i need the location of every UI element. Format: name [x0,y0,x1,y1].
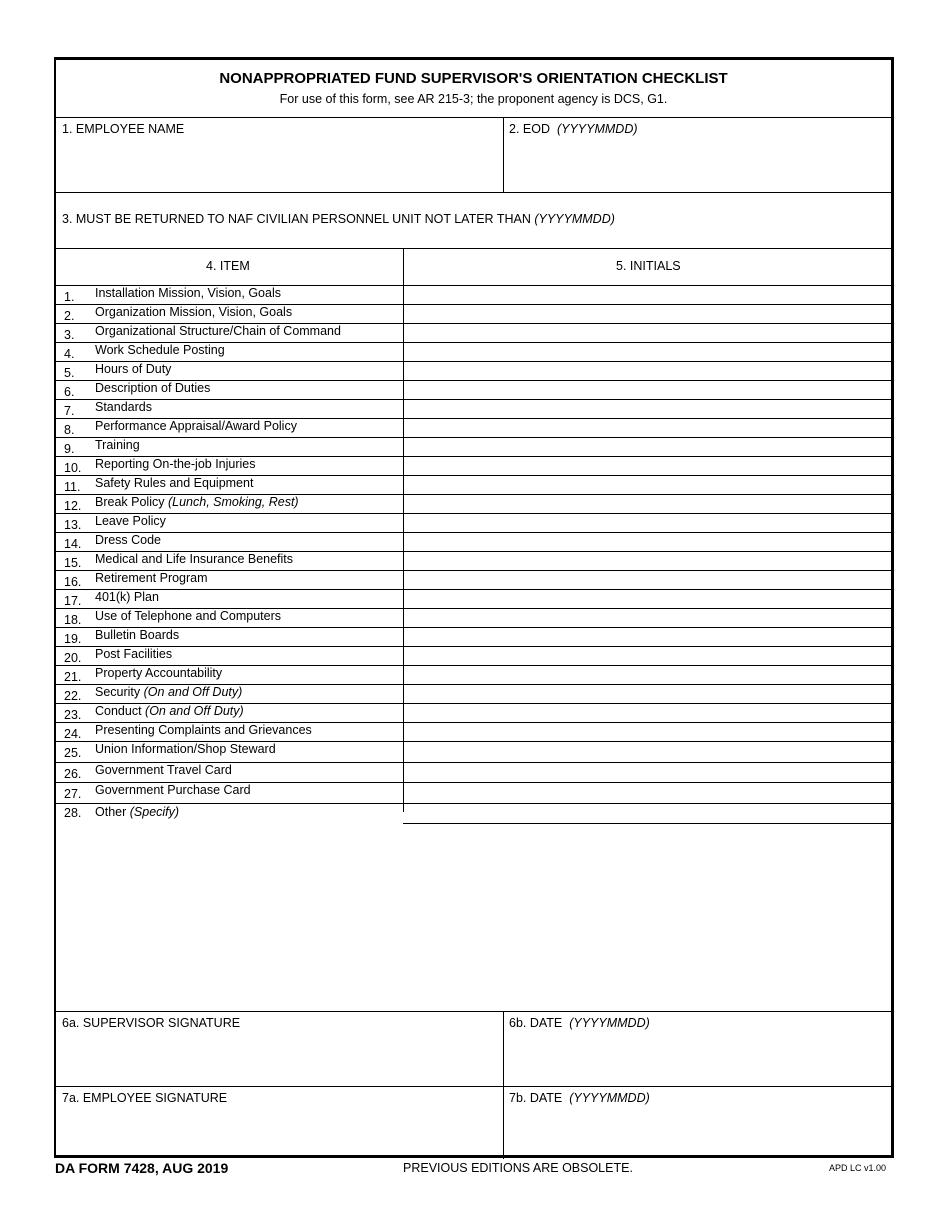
initials-field[interactable] [404,646,891,665]
item-number: 1. [64,290,75,304]
item-text: Safety Rules and Equipment [95,476,254,490]
checklist-item [56,532,891,551]
return-date-label: 3. MUST BE RETURNED TO NAF CIVILIAN PERSONNEL UNIT NOT LATER THAN (YYYYMMDD) [62,212,615,226]
initials-field[interactable] [404,513,891,532]
initials-field[interactable] [404,665,891,684]
initials-field[interactable] [404,437,891,456]
item-number: 22. [64,689,82,703]
initials-field[interactable] [404,703,891,722]
checklist-item [56,456,891,475]
item-number: 2. [64,309,75,323]
item-number: 13. [64,518,82,532]
form-title: NONAPPROPRIATED FUND SUPERVISOR'S ORIENTATION CHECKLIST [219,70,728,87]
item-number: 11. [64,480,81,494]
item-number: 24. [64,727,82,741]
initials-field[interactable] [404,494,891,513]
form-header [56,60,891,118]
item-text: 401(k) Plan [95,590,159,604]
initials-field[interactable] [404,399,891,418]
checklist-item [56,570,891,589]
initials-field[interactable] [404,551,891,570]
item-text: Union Information/Shop Steward [95,742,276,756]
item-number: 6. [64,385,75,399]
employee-date-label: 7b. DATE (YYYYMMDD) [509,1091,650,1105]
item-number: 8. [64,423,75,437]
item-note: (Lunch, Smoking, Rest) [167,495,299,509]
item-text: Government Travel Card [95,763,232,777]
eod-format: (YYYYMMDD) [556,122,638,136]
initials-column-header: 5. INITIALS [616,259,681,273]
item-number: 10. [64,461,82,475]
item-text: Standards [95,400,152,414]
checklist-item [56,703,891,722]
checklist-item [56,589,891,608]
checklist-item [56,627,891,646]
item-number: 16. [64,575,82,589]
checklist-item [56,361,891,380]
checklist-item [56,762,891,781]
item-number: 9. [64,442,75,456]
item-text: Work Schedule Posting [95,343,225,357]
item-number: 15. [64,556,82,570]
item-text: Security (On and Off Duty) [95,685,243,699]
checklist-item [56,782,891,801]
checklist-item [56,741,891,760]
item-text: Dress Code [95,533,161,547]
initials-field[interactable] [404,570,891,589]
checklist-item [56,665,891,684]
item-number: 5. [64,366,75,380]
item-note: (Specify) [129,805,180,819]
item-text: Other (Specify) [95,805,180,819]
item-text: Property Accountability [95,666,223,680]
return-date-row [56,192,891,249]
initials-field[interactable] [404,342,891,361]
item-text: Performance Appraisal/Award Policy [95,419,297,433]
checklist-item [56,437,891,456]
initials-field[interactable] [404,608,891,627]
checklist-item [56,418,891,437]
supervisor-date-label: 6b. DATE (YYYYMMDD) [509,1016,650,1030]
item-text: Description of Duties [95,381,211,395]
initials-field[interactable] [404,803,891,823]
item-text: Organizational Structure/Chain of Command [95,324,341,338]
employee-signature-row [56,1086,891,1159]
item-text: Break Policy (Lunch, Smoking, Rest) [95,495,299,509]
supervisor-signature-row [56,1011,891,1087]
item-number: 27. [64,787,82,801]
checklist-item [56,803,891,823]
initials-field[interactable] [404,741,891,760]
orientation-checklist-form [54,57,894,1158]
employee-name-label: 1. EMPLOYEE NAME [62,122,185,136]
initials-field[interactable] [404,762,891,781]
initials-field[interactable] [404,456,891,475]
item-text: Training [95,438,140,452]
item-number: 26. [64,767,82,781]
initials-field[interactable] [404,589,891,608]
item-note: (On and Off Duty) [143,685,243,699]
checklist-item [56,399,891,418]
initials-field[interactable] [404,323,891,342]
initials-field[interactable] [404,285,891,304]
item-text: Use of Telephone and Computers [95,609,281,623]
editions-notice: PREVIOUS EDITIONS ARE OBSOLETE. [403,1161,633,1175]
checklist-item [56,304,891,323]
item-number: 3. [64,328,75,342]
version-label: APD LC v1.00 [829,1163,887,1173]
item-number: 21. [64,670,82,684]
item-text: Leave Policy [95,514,166,528]
item-text: Hours of Duty [95,362,172,376]
item-text: Post Facilities [95,647,173,661]
item-text: Retirement Program [95,571,208,585]
item-number: 28. [64,806,82,820]
checklist-item [56,722,891,741]
item-number: 18. [64,613,82,627]
initials-field[interactable] [404,361,891,380]
checklist-item [56,494,891,513]
form-subtitle: For use of this form, see AR 215-3; the proponent agency is DCS, G1. [279,92,668,106]
initials-field[interactable] [404,304,891,323]
row-rule [403,823,893,824]
item-text: Bulletin Boards [95,628,180,642]
checklist-item [56,285,891,304]
checklist-item [56,342,891,361]
divider [503,117,504,192]
item-number: 14. [64,537,82,551]
item-text: Organization Mission, Vision, Goals [95,305,293,319]
item-number: 17. [64,594,82,608]
supervisor-signature-label: 6a. SUPERVISOR SIGNATURE [62,1016,241,1030]
divider [403,248,404,285]
initials-field[interactable] [404,418,891,437]
initials-field[interactable] [404,532,891,551]
employee-info-row [56,117,891,193]
checklist-item [56,475,891,494]
divider [503,1012,504,1087]
item-column-header: 4. ITEM [206,259,250,273]
item-text: Government Purchase Card [95,783,251,797]
initials-field[interactable] [404,627,891,646]
item-number: 7. [64,404,75,418]
checklist-item [56,684,891,703]
checklist-item [56,380,891,399]
item-number: 19. [64,632,82,646]
item-text: Medical and Life Insurance Benefits [95,552,294,566]
return-date-format: (YYYYMMDD) [534,212,615,226]
checklist-item [56,513,891,532]
eod-label: 2. EOD (YYYYMMDD) [509,122,638,136]
checklist-item [56,608,891,627]
item-text: Installation Mission, Vision, Goals [95,286,281,300]
item-number: 20. [64,651,82,665]
employee-signature-label: 7a. EMPLOYEE SIGNATURE [62,1091,228,1105]
item-note: (On and Off Duty) [145,704,244,718]
initials-field[interactable] [404,475,891,494]
column-header-row [56,248,891,286]
initials-field[interactable] [404,722,891,741]
initials-field[interactable] [404,684,891,703]
item-number: 4. [64,347,75,361]
item-text: Presenting Complaints and Grievances [95,723,312,737]
item-number: 23. [64,708,82,722]
initials-field[interactable] [404,782,891,801]
checklist-item [56,551,891,570]
checklist-item [56,323,891,342]
item-number: 25. [64,746,82,760]
item-text: Reporting On-the-job Injuries [95,457,256,471]
item-number: 12. [64,499,82,513]
checklist-item [56,646,891,665]
divider [503,1087,504,1159]
item-text: Conduct (On and Off Duty) [95,704,244,718]
form-number: DA FORM 7428, AUG 2019 [55,1160,229,1176]
initials-field[interactable] [404,380,891,399]
